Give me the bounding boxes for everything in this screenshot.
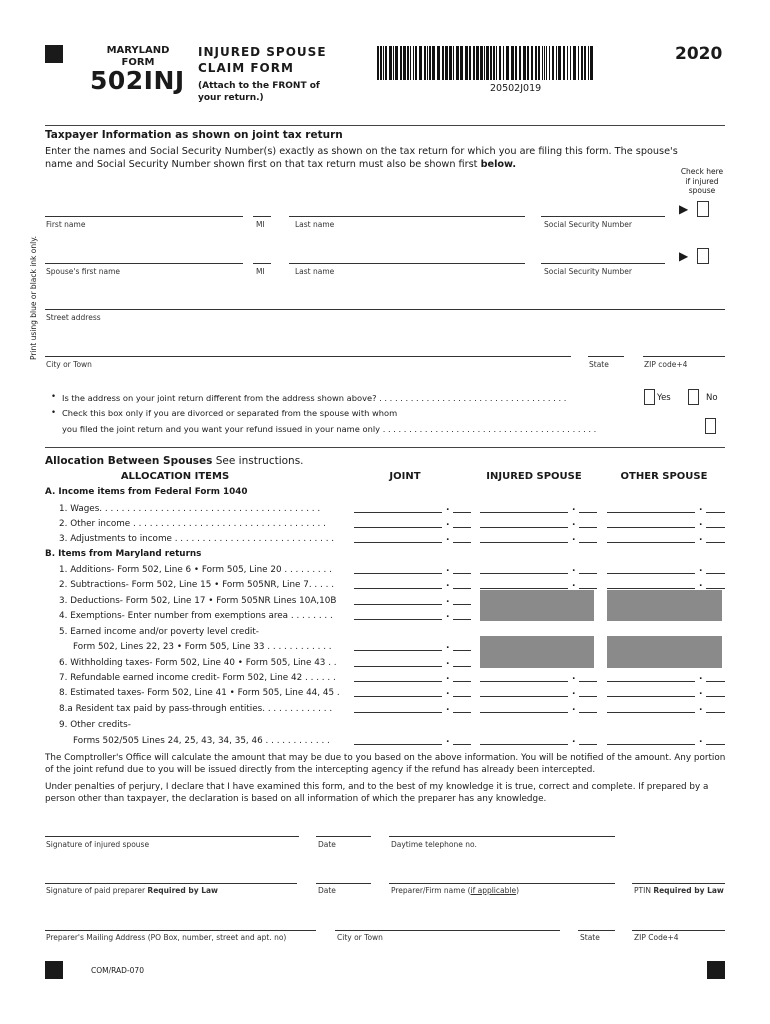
decimal-point: . [446,610,450,620]
barcode-bar [429,46,431,80]
amount-field[interactable] [480,542,568,543]
decimal-point: . [446,672,450,682]
street-address-field[interactable] [45,309,725,310]
ptin-label [634,886,724,895]
mi-field[interactable] [253,216,271,217]
barcode-bar [449,46,452,80]
section-b-heading: B. Items from Maryland returns [45,549,202,559]
barcode-bar [484,46,485,80]
shaded-cell [607,652,722,668]
barcode [377,46,595,80]
barcode-bar [377,46,379,80]
amount-field[interactable] [354,527,442,528]
amount-field[interactable] [607,696,695,697]
form-number: 502INJ [90,66,185,95]
cents-field[interactable] [579,588,597,589]
required-by-law-1: Required by Law [147,886,218,895]
barcode-bar [496,46,497,80]
barcode-bar [573,46,576,80]
last-name-field[interactable] [289,216,525,217]
instructions-2-bold: below. [480,159,517,170]
shaded-cell [480,652,594,668]
cents-field[interactable] [453,666,471,667]
preparer-zip-label: ZIP Code+4 [634,933,679,942]
decimal-point: . [446,503,450,513]
preparer-signature-field[interactable] [45,883,297,884]
cents-field[interactable] [579,681,597,682]
barcode-bar [437,46,440,80]
decimal-point: . [572,735,576,745]
attach-note-2: your return.) [198,93,264,103]
cents-field[interactable] [706,588,725,589]
preparer-zip-field[interactable] [632,930,725,931]
barcode-bar [503,46,504,80]
preparer-mailing-address-field[interactable] [45,930,316,931]
decimal-point: . [446,735,450,745]
check-here-3: spouse [688,186,716,195]
amount-field[interactable] [354,666,442,667]
check-here-1: Check here [680,167,724,176]
amount-field[interactable] [607,573,695,574]
decimal-point: . [446,703,450,713]
barcode-bar [427,46,428,80]
decimal-point: . [699,564,703,574]
address-yes-checkbox[interactable] [644,389,655,405]
cents-field[interactable] [453,542,471,543]
barcode-bar [552,46,554,80]
shaded-cell [607,605,722,621]
decimal-point: . [446,518,450,528]
preparer-firm-label [391,886,519,895]
barcode-bar [590,46,593,80]
allocation-row-label: 7. Refundable earned income credit- Form 502, Line 42 . . . . . . [59,673,336,683]
divorced-checkbox[interactable] [705,418,716,434]
cents-field[interactable] [706,712,725,713]
barcode-bar [584,46,586,80]
instructions-2-text: name and Social Security Number shown first on that tax return must also be shown first [45,159,481,170]
preparer-mailing-address-label: Preparer's Mailing Address (PO Box, number, street and apt. no) [46,933,287,942]
shaded-cell [607,590,722,606]
barcode-bar [527,46,529,80]
date-label-1: Date [318,840,336,849]
spouse-first-name-label: Spouse's first name [46,267,121,276]
mi-label: MI [256,220,265,229]
city-field[interactable] [45,356,571,357]
check-here-note [672,167,732,196]
amount-field[interactable] [480,744,568,745]
cents-field[interactable] [453,681,471,682]
registration-mark-bottom-right [707,961,725,979]
header-state: MARYLAND [106,45,170,56]
decimal-point: . [572,518,576,528]
decimal-point: . [446,657,450,667]
yes-label: Yes [657,393,671,403]
barcode-bar [395,46,398,80]
barcode-bar [385,46,387,80]
daytime-phone-field[interactable] [389,836,615,837]
decimal-point: . [446,595,450,605]
preparer-city-field[interactable] [335,930,560,931]
decimal-point: . [572,503,576,513]
injured-spouse-signature-label: Signature of injured spouse [46,840,150,849]
attach-note-1: (Attach to the FRONT of [198,81,320,91]
preparer-firm-field[interactable] [389,883,615,884]
cents-field[interactable] [706,573,725,574]
header-divider [45,125,725,126]
injured-spouse-checkbox-2[interactable] [697,248,709,264]
cents-field[interactable] [453,744,471,745]
barcode-bar [538,46,540,80]
cents-field[interactable] [579,712,597,713]
barcode-bar [490,46,492,80]
registration-mark-top-left [45,45,63,63]
amount-field[interactable] [607,744,695,745]
cents-field[interactable] [706,512,725,513]
barcode-bar [556,46,557,80]
amount-field[interactable] [480,696,568,697]
allocation-row-label: 1. Additions- Form 502, Line 6 • Form 505, Line 20 . . . . . . . . . [59,565,332,575]
decimal-point: . [699,579,703,589]
decimal-point: . [446,564,450,574]
decimal-point: . [699,533,703,543]
tax-year: 2020 [675,44,723,64]
barcode-bar [588,46,589,80]
amount-field[interactable] [354,696,442,697]
barcode-bar [558,46,561,80]
amount-field[interactable] [607,712,695,713]
spouse-first-name-field[interactable] [45,263,243,264]
barcode-bar [535,46,537,80]
cents-field[interactable] [453,712,471,713]
bullet-1: • [51,392,57,402]
firm-name-text: Preparer/Firm name ( [391,886,471,895]
barcode-bar [456,46,459,80]
allocation-heading [45,455,304,467]
barcode-bar [549,46,550,80]
date-field-1[interactable] [316,836,371,837]
zip-label: ZIP code+4 [644,360,688,369]
cents-field[interactable] [579,573,597,574]
divorced-question-2: you filed the joint return and you want your refund issued in your name only . . . . . . . . . . . . . . . . . . . . . . . . . . . . . . . . . . . . . . . . . [62,424,597,434]
cents-field[interactable] [453,619,471,620]
first-name-label: First name [46,220,86,229]
taxpayer-instructions-2 [45,158,516,171]
section-a-heading: A. Income items from Federal Form 1040 [45,487,248,497]
decimal-point: . [446,579,450,589]
state-field[interactable] [588,356,624,357]
decimal-point: . [572,533,576,543]
amount-field[interactable] [607,542,695,543]
barcode-bar [499,46,501,80]
barcode-bar [570,46,571,80]
if-applicable-text: if applicable [470,886,517,895]
barcode-bar [453,46,454,80]
cents-field[interactable] [579,512,597,513]
decimal-point: . [572,564,576,574]
spouse-last-name-field[interactable] [289,263,525,264]
decimal-point: . [572,672,576,682]
street-address-label: Street address [46,313,101,322]
comptroller-note: The Comptroller's Office will calculate the amount that may be due to you based on the above information. You will be notified of the amount. Any portion of the joint refund due to you will be issued directly from the intercepting agency if the refund has already been intercepted. [45,753,726,775]
barcode-bar [460,46,463,80]
ssn-label: Social Security Number [544,220,632,229]
barcode-bar [546,46,547,80]
shaded-cell [607,636,722,652]
preparer-signature-label [46,886,218,895]
amount-field[interactable] [480,527,568,528]
barcode-bar [415,46,417,80]
bullet-2: • [51,408,57,418]
decimal-point: . [699,687,703,697]
form-title-line1: INJURED SPOUSE [198,45,327,59]
address-question: Is the address on your joint return different from the address shown above? . . . . . . . . . . . . . . . . . . . . . . . . . . . . . . . . . . . . [62,393,567,403]
divorced-question-1: Check this box only if you are divorced or separated from the spouse with whom [62,408,398,418]
amount-field[interactable] [354,744,442,745]
barcode-bar [519,46,521,80]
decimal-point: . [446,687,450,697]
firm-close-paren: ) [516,886,520,895]
amount-field[interactable] [480,512,568,513]
allocation-row-label: 2. Other income . . . . . . . . . . . . . . . . . . . . . . . . . . . . . . . . . . . [59,519,326,529]
allocation-row-label: 3. Adjustments to income . . . . . . . . . . . . . . . . . . . . . . . . . . . . . [59,534,335,544]
allocation-heading-bold: Allocation Between Spouses [45,455,213,467]
barcode-bar [515,46,517,80]
header-form-word: FORM [121,57,155,68]
barcode-bar [531,46,533,80]
spouse-ssn-field[interactable] [541,263,665,264]
allocation-row-label: 6. Withholding taxes- Form 502, Line 40 • Form 505, Line 43 . . [59,658,337,668]
injured-spouse-signature-field[interactable] [45,836,299,837]
barcode-bar [465,46,468,80]
amount-field[interactable] [607,681,695,682]
decimal-point: . [699,735,703,745]
allocation-row-label: 8. Estimated taxes- Form 502, Line 41 • Form 505, Line 44, 45 . [59,688,340,698]
address-no-checkbox[interactable] [688,389,699,405]
barcode-bar [413,46,414,80]
amount-field[interactable] [354,650,442,651]
amount-field[interactable] [480,681,568,682]
allocation-row-label: 2. Subtractions- Form 502, Line 15 • Form 505NR, Line 7. . . . . [59,580,334,590]
taxpayer-instructions-1: Enter the names and Social Security Number(s) exactly as shown on the tax return for which you are filing this form. The spouse's [45,146,678,157]
allocation-row-label: 1. Wages. . . . . . . . . . . . . . . . . . . . . . . . . . . . . . . . . . . . . . . . [59,504,321,514]
barcode-bar [567,46,568,80]
decimal-point: . [572,579,576,589]
allocation-row-label: 9. Other credits- [59,720,131,730]
amount-field[interactable] [354,712,442,713]
state-label: State [589,360,609,369]
ssn-field[interactable] [541,216,665,217]
barcode-bar [493,46,495,80]
col-other-spouse: OTHER SPOUSE [620,471,708,482]
amount-field[interactable] [607,512,695,513]
shaded-cell [480,590,594,606]
preparer-signature-text: Signature of paid preparer [46,886,148,895]
barcode-number: 20502J019 [490,83,542,94]
cents-field[interactable] [579,744,597,745]
cents-field[interactable] [453,650,471,651]
barcode-bar [424,46,426,80]
city-label: City or Town [46,360,92,369]
cents-field[interactable] [453,512,471,513]
barcode-bar [410,46,411,80]
cents-field[interactable] [579,527,597,528]
amount-field[interactable] [354,619,442,620]
barcode-bar [476,46,479,80]
amount-field[interactable] [607,588,695,589]
decimal-point: . [699,518,703,528]
allocation-row-label: Form 502, Lines 22, 23 • Form 505, Line 33 . . . . . . . . . . . . [73,642,332,652]
preparer-state-field[interactable] [578,930,615,931]
decimal-point: . [699,503,703,513]
decimal-point: . [572,687,576,697]
barcode-bar [469,46,471,80]
barcode-bar [419,46,422,80]
amount-field[interactable] [480,573,568,574]
cents-field[interactable] [706,527,725,528]
amount-field[interactable] [354,512,442,513]
barcode-bar [544,46,545,80]
cents-field[interactable] [706,681,725,682]
ptin-text: PTIN [634,886,654,895]
registration-mark-bottom-left [45,961,63,979]
last-name-label: Last name [295,220,335,229]
barcode-bar [480,46,483,80]
section-divider [45,447,725,448]
preparer-state-label: State [580,933,600,942]
injured-spouse-checkbox-1[interactable] [697,201,709,217]
amount-field[interactable] [354,681,442,682]
amount-field[interactable] [480,588,568,589]
barcode-bar [445,46,448,80]
barcode-bar [563,46,565,80]
barcode-bar [486,46,489,80]
zip-field[interactable] [643,356,725,357]
check-here-2: if injured [685,176,719,186]
barcode-bar [407,46,409,80]
cents-field[interactable] [706,744,725,745]
barcode-bar [578,46,579,80]
amount-field[interactable] [354,573,442,574]
barcode-bar [523,46,526,80]
spouse-last-name-label: Last name [295,267,335,276]
first-name-field[interactable] [45,216,243,217]
shaded-cell [480,636,594,652]
cents-field[interactable] [579,696,597,697]
barcode-bar [400,46,402,80]
allocation-row-label: 4. Exemptions- Enter number from exemptions area . . . . . . . . [59,611,333,621]
allocation-row-label: 3. Deductions- Form 502, Line 17 • Form 505NR Lines 10A,10B [59,596,337,606]
amount-field[interactable] [354,588,442,589]
taxpayer-heading: Taxpayer Information as shown on joint tax return [45,129,343,141]
decimal-point: . [699,703,703,713]
barcode-bar [403,46,406,80]
ptin-field[interactable] [632,883,725,884]
cents-field[interactable] [706,696,725,697]
barcode-bar [473,46,475,80]
barcode-bar [380,46,382,80]
decimal-point: . [699,672,703,682]
barcode-bar [393,46,394,80]
arrow-right-icon: ▶ [679,249,689,263]
form-code: COM/RAD-070 [91,966,144,975]
barcode-bar [542,46,543,80]
decimal-point: . [446,533,450,543]
cents-field[interactable] [453,588,471,589]
required-by-law-2: Required by Law [653,886,724,895]
cents-field[interactable] [579,542,597,543]
cents-field[interactable] [453,573,471,574]
shaded-cell [480,605,594,621]
allocation-see-instructions: See instructions. [212,455,304,467]
allocation-row-label: Forms 502/505 Lines 24, 25, 43, 34, 35, 46 . . . . . . . . . . . . [73,736,330,746]
col-injured-spouse: INJURED SPOUSE [486,471,582,482]
amount-field[interactable] [354,542,442,543]
ink-note: Print using blue or black ink only. [29,236,38,360]
arrow-right-icon: ▶ [679,202,689,216]
cents-field[interactable] [706,542,725,543]
amount-field[interactable] [480,712,568,713]
decimal-point: . [572,703,576,713]
daytime-phone-label: Daytime telephone no. [391,840,477,849]
decimal-point: . [446,641,450,651]
perjury-declaration: Under penalties of perjury, I declare that I have examined this form, and to the best of my knowledge it is true, correct and complete. If prepared by a person other than taxpayer, the declaration is based on all information of which the preparer has any knowledge. [45,782,709,804]
spouse-mi-field[interactable] [253,263,271,264]
spouse-ssn-label: Social Security Number [544,267,632,276]
barcode-bar [389,46,392,80]
cents-field[interactable] [453,604,471,605]
barcode-bar [511,46,514,80]
cents-field[interactable] [453,527,471,528]
spouse-mi-label: MI [256,267,265,276]
barcode-bar [432,46,435,80]
barcode-bar [442,46,444,80]
allocation-row-label: 5. Earned income and/or poverty level credit- [59,627,259,637]
date-label-2: Date [318,886,336,895]
barcode-bar [383,46,384,80]
amount-field[interactable] [354,604,442,605]
amount-field[interactable] [607,527,695,528]
col-allocation-items: ALLOCATION ITEMS [120,471,230,482]
barcode-bar [506,46,509,80]
preparer-city-label: City or Town [337,933,383,942]
barcode-bar [581,46,583,80]
allocation-row-label: 8.a Resident tax paid by pass-through entities. . . . . . . . . . . . . [59,704,333,714]
date-field-2[interactable] [316,883,371,884]
form-title-line2: CLAIM FORM [198,61,294,75]
no-label: No [706,393,718,403]
col-joint: JOINT [389,471,421,482]
cents-field[interactable] [453,696,471,697]
